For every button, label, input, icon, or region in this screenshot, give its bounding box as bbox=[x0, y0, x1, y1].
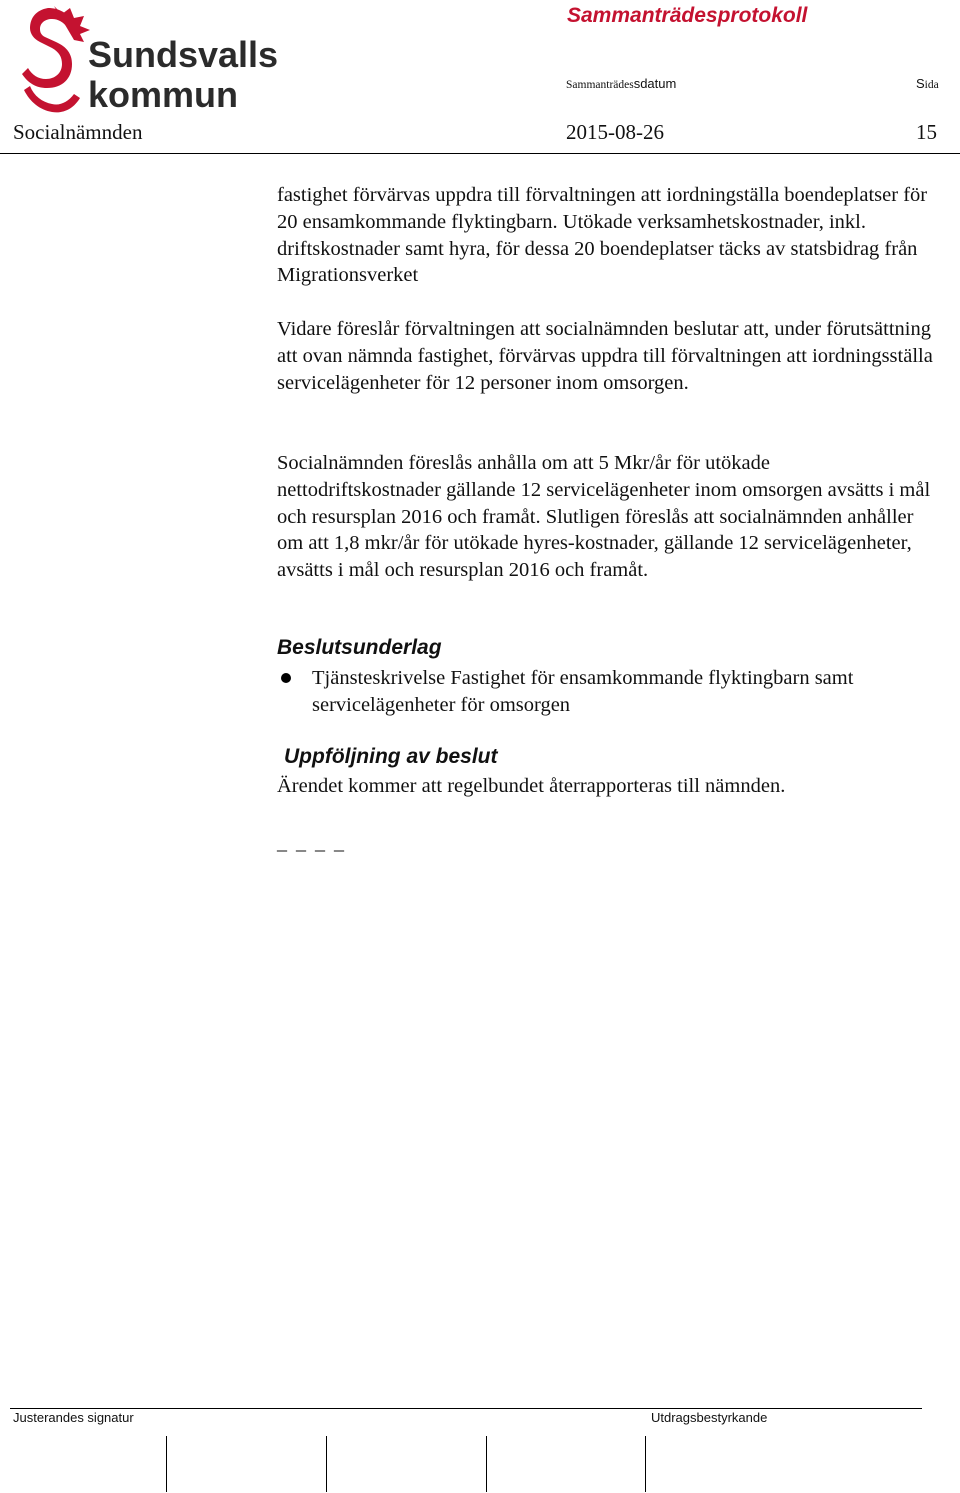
signature-box-divider bbox=[166, 1436, 167, 1492]
header-divider bbox=[0, 153, 960, 154]
logo-line-2: kommun bbox=[88, 74, 239, 115]
page-label bbox=[916, 76, 939, 92]
body-paragraph: Socialnämnden föreslås anhålla om att 5 Mkr/år för utökade nettodriftskostnader gällande 12 servicelägenheter inom omsorgen avsätts i mål och resursplan 2016 och framåt. Slutligen föreslås att socialnämnden anhåller om att 1,8 mkr/år för utökade hyres-kostnader, gällande 12 servicelägenheter, avsätts i mål och resursplan 2016 och framåt. bbox=[277, 452, 931, 582]
page-label-initial: S bbox=[916, 76, 925, 91]
signature-label: Justerandes signatur bbox=[13, 1410, 134, 1425]
signature-box-divider bbox=[486, 1436, 487, 1492]
page-label-rest: ida bbox=[924, 79, 939, 91]
date-label-part-1: Sammanträdes bbox=[566, 79, 634, 91]
dragon-emblem-icon bbox=[22, 6, 90, 112]
footer-divider bbox=[10, 1408, 922, 1409]
body-paragraph: Vidare föreslår förvaltningen att socialnämnden beslutar att, under förutsättning att ovan nämnda fastighet, förvärvas uppdra till förvaltningen att iordningsställa servicelägenheter för 12 personer inom omsorgen. bbox=[277, 318, 933, 394]
meeting-date-label bbox=[566, 76, 676, 92]
document-type-title: Sammanträdesprotokoll bbox=[567, 4, 808, 27]
signature-box-divider bbox=[645, 1436, 646, 1492]
committee-name: Socialnämnden bbox=[13, 120, 143, 144]
followup-heading: Uppföljning av beslut bbox=[284, 745, 498, 768]
end-marker: _ _ _ _ bbox=[277, 832, 346, 854]
signature-box-divider bbox=[326, 1436, 327, 1492]
page-number: 15 bbox=[916, 120, 937, 144]
certification-label: Utdragsbestyrkande bbox=[651, 1410, 768, 1425]
followup-text: Ärendet kommer att regelbundet återrapporteras till nämnden. bbox=[277, 775, 786, 797]
logo-line-1: Sundsvalls bbox=[88, 34, 279, 75]
date-label-part-2: sdatum bbox=[633, 76, 677, 91]
meeting-date: 2015-08-26 bbox=[566, 120, 664, 144]
decision-basis-item: Tjänsteskrivelse Fastighet för ensamkommande flyktingbarn samt servicelägenheter för omsorgen bbox=[312, 667, 854, 716]
body-paragraph: fastighet förvärvas uppdra till förvaltningen att iordningställa boendeplatser för 20 ensamkommande flyktingbarn. Utökade verksamhetskostnader, inkl. driftskostnader samt hyra, för dessa 20 boendeplatser täcks av statsbidrag från Migrationsverket bbox=[277, 184, 928, 287]
sundsvalls-kommun-logo bbox=[18, 4, 308, 116]
decision-basis-heading: Beslutsunderlag bbox=[277, 636, 442, 659]
bullet-icon bbox=[281, 673, 291, 683]
